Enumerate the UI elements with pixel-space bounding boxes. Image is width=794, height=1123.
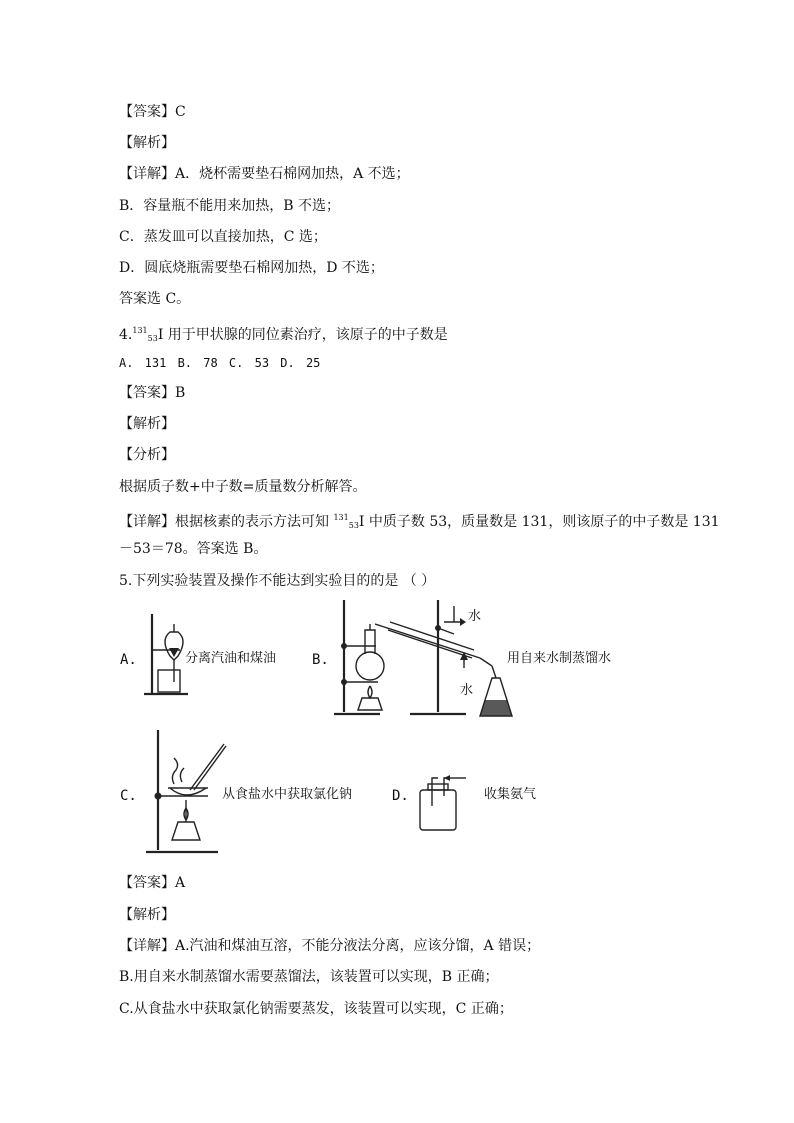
q4-detail (119, 509, 720, 535)
q3-analysis-heading: 【解析】 (119, 135, 175, 151)
q5-option-b-caption: 用自来水制蒸馏水 (507, 651, 612, 666)
q3-detail-c: C．蒸发皿可以直接加热，C 选； (119, 229, 327, 245)
distillation-apparatus-figure (330, 598, 520, 720)
q5-option-a-caption: 分离汽油和煤油 (185, 651, 277, 666)
q4-options: A. 131 B. 78 C. 53 D. 25 (119, 356, 321, 370)
q4-analysis-heading: 【解析】 (119, 416, 175, 432)
q5-water-out-label: 水 (460, 683, 474, 698)
q4-detail-mass: 131 (333, 513, 349, 522)
q5-detail-a: 【详解】A.汽油和煤油互溶，不能分液法分离，应该分馏，A 错误； (119, 938, 541, 954)
q5-option-c-label: C. (120, 788, 137, 804)
q4-answer: 【答案】B (119, 385, 186, 401)
q3-detail-a: 【详解】A．烧杯需要垫石棉网加热，A 不选； (119, 166, 410, 182)
q5-option-c-caption: 从食盐水中获取氯化钠 (222, 787, 353, 802)
q3-detail-d: D．圆底烧瓶需要垫石棉网加热，D 不选； (119, 260, 384, 276)
q4-question-text: 用于甲状腺的同位素治疗，该原子的中子数是 (163, 327, 448, 343)
q4-mass-number: 131 (132, 326, 148, 335)
gas-collection-bottle-figure (410, 774, 480, 834)
q3-answer: 【答案】C (119, 104, 186, 120)
q5-option-b-label: B. (312, 652, 329, 668)
q5-option-d-label: D. (392, 788, 409, 804)
q3-conclusion: 答案选 C。 (119, 291, 191, 307)
q5-water-in-label: 水 (468, 609, 482, 624)
q4-detail-symbol: I (358, 514, 365, 530)
q4-detail-prefix: 【详解】根据核素的表示方法可知 (119, 514, 334, 530)
q5-question: 5.下列实验装置及操作不能达到实验目的的是 （ ） (119, 573, 436, 589)
q5-analysis-heading: 【解析】 (119, 907, 175, 923)
q4-detail-atomic: 53 (348, 521, 359, 530)
separatory-funnel-figure (140, 610, 190, 700)
q5-detail-c: C.从食盐水中获取氯化钠需要蒸发，该装置可以实现，C 正确； (119, 1001, 513, 1017)
q4-element-symbol: I (157, 327, 164, 343)
q4-atomic-number: 53 (147, 334, 158, 343)
q5-answer: 【答案】A (119, 875, 186, 891)
q4-detail-continued: －53＝78。答案选 B。 (119, 541, 268, 557)
q5-option-a-label: A. (120, 652, 137, 668)
q5-detail-b: B.用自来水制蒸馏水需要蒸馏法，该装置可以实现，B 正确； (119, 969, 499, 985)
q4-number: 4. (119, 327, 133, 343)
q4-fenxi-text: 根据质子数+中子数=质量数分析解答。 (119, 479, 367, 495)
q4-fenxi-heading: 【分析】 (119, 447, 175, 463)
q5-option-d-caption: 收集氨气 (484, 787, 537, 802)
q3-detail-b: B．容量瓶不能用来加热，B 不选； (119, 198, 341, 214)
q4-question (119, 322, 448, 348)
q4-detail-text: 中质子数 53，质量数是 131，则该原子的中子数是 131 (364, 514, 720, 530)
evaporation-apparatus-figure (140, 728, 230, 858)
